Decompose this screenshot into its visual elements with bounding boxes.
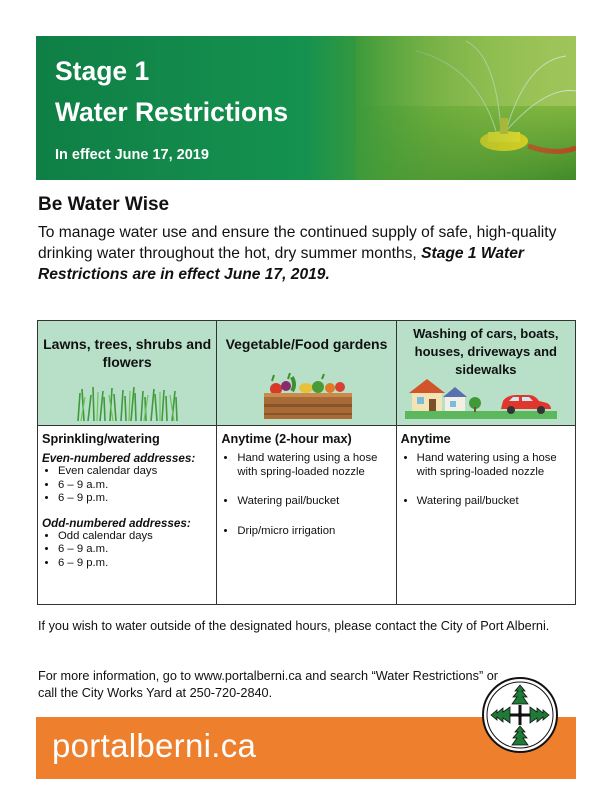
washing-list	[401, 452, 570, 509]
header-washing-label: Washing of cars, boats, houses, driveways and sidewalks	[413, 326, 559, 377]
vegetable-crate-icon	[262, 373, 354, 421]
sprinkler-photo	[356, 36, 576, 180]
odd-addresses-list	[42, 530, 211, 571]
intro-emphasis: Stage 1 Water Restrictions are in effect June 17, 2019.	[38, 245, 524, 283]
list-item: • Watering pail/bucket	[237, 495, 390, 509]
rules-gardens	[217, 426, 396, 605]
list-item: • Even calendar days	[58, 465, 211, 479]
list-item: • 6 – 9 a.m.	[58, 479, 211, 493]
list-item: • 6 – 9 p.m.	[58, 492, 211, 506]
odd-addresses-label: Odd-numbered addresses:	[42, 516, 191, 530]
header-lawns-label: Lawns, trees, shrubs and flowers	[43, 336, 212, 370]
title-line-2: Water Restrictions	[55, 97, 289, 127]
list-item: • Hand watering using a hose with spring-loaded nozzle	[237, 452, 390, 479]
more-info-note: For more information, go to www.portalberni.ca and search “Water Restrictions” or call the City Works Yard at 250-720-2840.	[38, 669, 498, 700]
title-line-1: Stage 1	[55, 56, 150, 86]
website-link[interactable]: portalberni.ca	[52, 727, 257, 764]
header-gardens-label: Vegetable/Food gardens	[225, 336, 388, 352]
section-heading: Be Water Wise	[38, 194, 170, 215]
rules-washing-title: Anytime	[400, 432, 451, 446]
header-lawns	[38, 321, 217, 426]
header-gardens	[217, 321, 396, 426]
list-item: • Odd calendar days	[58, 530, 211, 544]
rules-lawns-title: Sprinkling/watering	[42, 432, 160, 446]
list-item: • Hand watering using a hose with spring-loaded nozzle	[417, 452, 570, 479]
restrictions-table	[37, 320, 576, 605]
header-banner	[36, 36, 576, 180]
city-logo-icon	[482, 677, 558, 753]
gardens-list	[221, 452, 390, 538]
header-washing	[396, 321, 575, 426]
intro-paragraph	[38, 222, 578, 285]
list-item: • 6 – 9 a.m.	[58, 543, 211, 557]
contact-note: If you wish to water outside of the designated hours, please contact the City of Port Alberni.	[38, 619, 550, 633]
list-item: • Watering pail/bucket	[417, 495, 570, 509]
grass-icon	[74, 385, 180, 421]
effective-date: In effect June 17, 2019	[55, 147, 209, 163]
list-item: • Drip/micro irrigation	[237, 525, 390, 539]
even-addresses-list	[42, 465, 211, 506]
list-item: • 6 – 9 p.m.	[58, 557, 211, 571]
rules-lawns	[38, 426, 217, 605]
rules-gardens-title: Anytime (2-hour max)	[221, 432, 352, 446]
house-car-icon	[405, 375, 557, 419]
intro-text: To manage water use and ensure the continued supply of safe, high-quality drinking water throughout the hot, dry summer months,	[38, 224, 557, 262]
even-addresses-label: Even-numbered addresses:	[42, 452, 196, 465]
rules-washing	[396, 426, 575, 605]
